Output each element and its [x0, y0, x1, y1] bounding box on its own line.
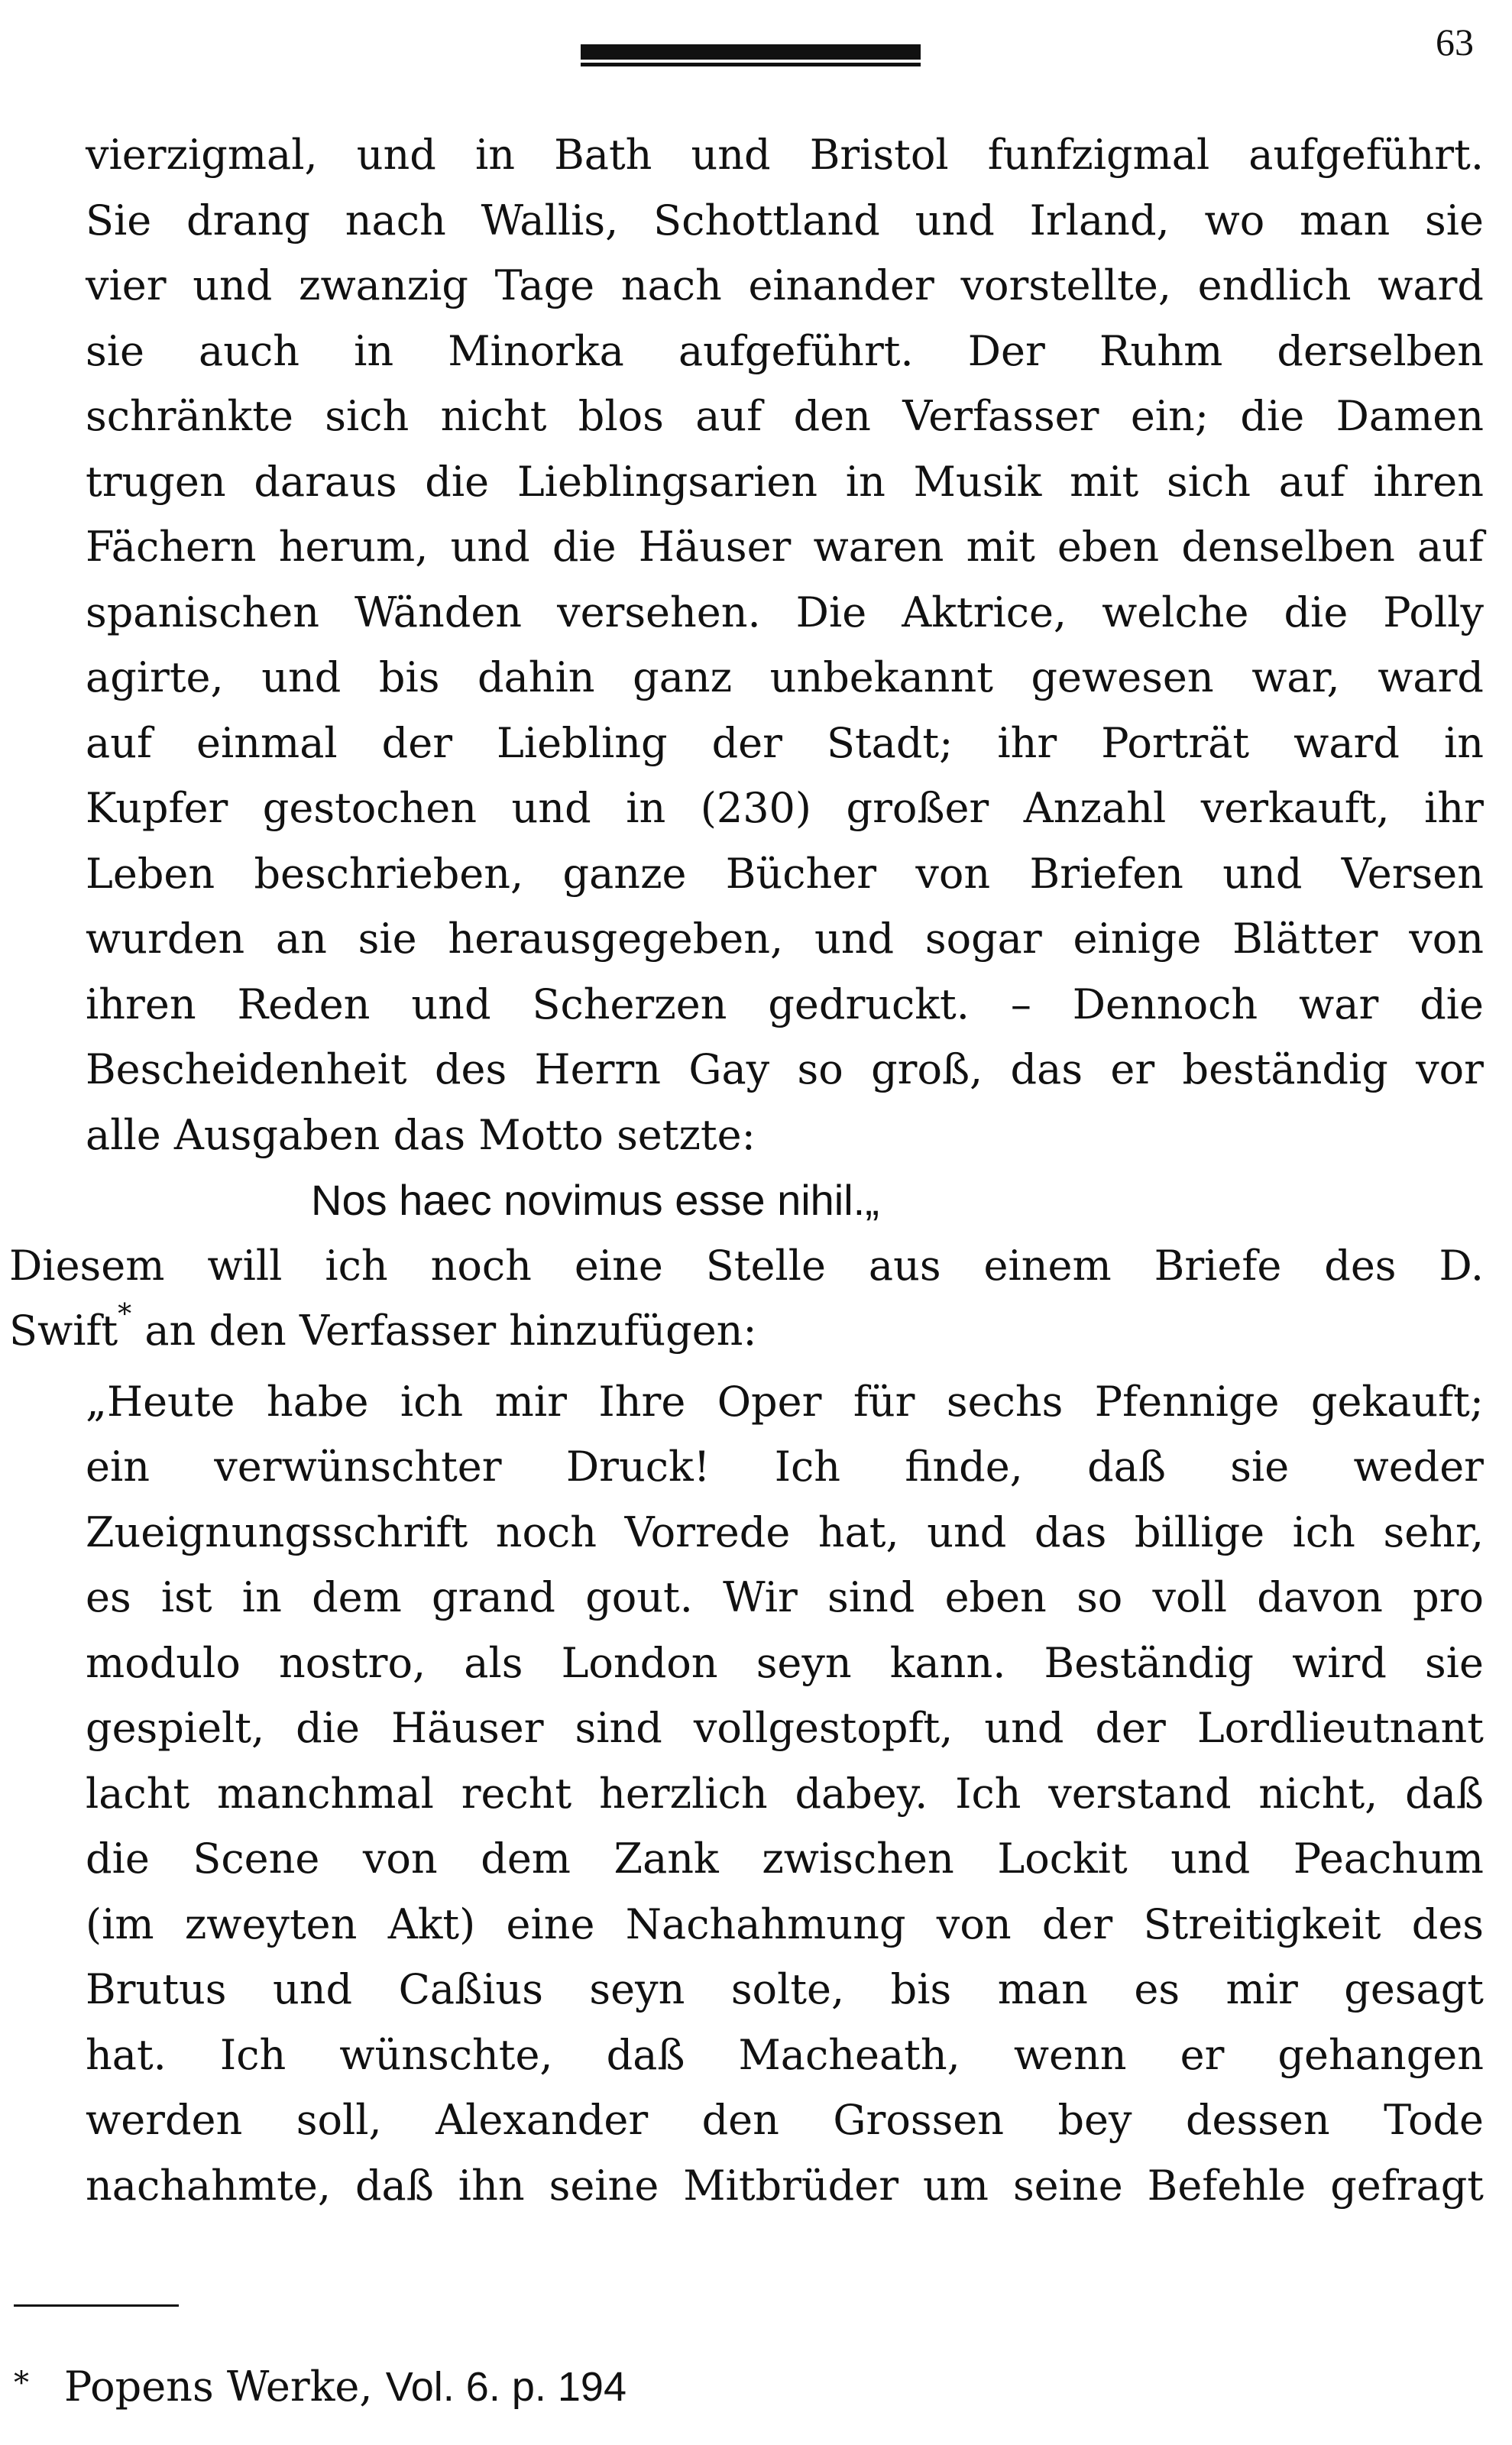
text-line: Fächern herum, und die Häuser waren mit eben denselben auf [86, 523, 1484, 571]
footnote-star: * [14, 2366, 29, 2401]
swift-line-rest: an den Verfasser hinzufügen: [144, 1307, 757, 1355]
text-line: alle Ausgaben das Motto setzte: [86, 1110, 756, 1159]
header-rule [581, 44, 921, 60]
footnote-marker: * [118, 1299, 132, 1330]
motto-line: Nos haec novimus esse nihil.„ [311, 1176, 879, 1224]
quote-line: „Heute habe ich mir Ihre Oper für sechs Pfennige gekauft; [86, 1377, 1484, 1426]
text-line: Kupfer gestochen und in (230) großer Anzahl verkauft, ihr [86, 784, 1484, 832]
text-line: auf einmal der Liebling der Stadt; ihr Porträt ward in [86, 718, 1484, 767]
text-line: sie auch in Minorka aufgeführt. Der Ruhm derselben [86, 326, 1484, 375]
footnote [14, 2362, 626, 2411]
quote-line: es ist in dem grand gout. Wir sind eben so voll davon pro [86, 1573, 1484, 1621]
text-line: vier und zwanzig Tage nach einander vorstellte, endlich ward [86, 261, 1484, 309]
quote-line: lacht manchmal recht herzlich dabey. Ich verstand nicht, daß [86, 1769, 1484, 1818]
text-line: wurden an sie herausgegeben, und sogar einige Blätter von [86, 915, 1484, 963]
text-line: spanischen Wänden versehen. Die Aktrice, welche die Polly [86, 588, 1484, 636]
quote-line: werden soll, Alexander den Grossen bey dessen Tode [86, 2096, 1484, 2144]
text-line-swift [9, 1298, 1484, 1369]
quote-line: gespielt, die Häuser sind vollgestopft, und der Lordlieutnant [86, 1704, 1484, 1752]
text-line: trugen daraus die Lieblingsarien in Musik mit sich auf ihren [86, 457, 1484, 506]
footnote-rule [14, 2304, 179, 2307]
quote-line: Brutus und Caßius seyn solte, bis man es mir gesagt [86, 1965, 1484, 2013]
body-text [9, 122, 1484, 2218]
swift-name: Swift [9, 1307, 118, 1355]
text-line: Diesem will ich noch eine Stelle aus einem Briefe des D. [9, 1241, 1484, 1290]
page-number: 63 [1436, 21, 1474, 63]
text-line: Sie drang nach Wallis, Schottland und Irland, wo man sie [86, 196, 1484, 244]
text-line: agirte, und bis dahin ganz unbekannt gewesen war, ward [86, 653, 1484, 701]
footnote-citation: Vol. 6. p. 194 [385, 2364, 626, 2410]
text-line: ihren Reden und Scherzen gedruckt. – Dennoch war die [86, 980, 1484, 1028]
quote-line: Zueignungsschrift noch Vorrede hat, und das billige ich sehr, [86, 1507, 1484, 1556]
text-line: vierzigmal, und in Bath und Bristol funfzigmal aufgeführt. [86, 131, 1484, 179]
quote-line: (im zweyten Akt) eine Nachahmung von der Streitigkeit des [86, 1899, 1484, 1948]
quote-line: modulo nostro, als London seyn kann. Beständig wird sie [86, 1638, 1484, 1687]
text-line: Leben beschrieben, ganze Bücher von Briefen und Versen [86, 849, 1484, 898]
text-line: Bescheidenheit des Herrn Gay so groß, das er beständig vor [86, 1045, 1484, 1093]
text-line: schränkte sich nicht blos auf den Verfasser ein; die Damen [86, 392, 1484, 440]
quote-line: hat. Ich wünschte, daß Macheath, wenn er gehangen [86, 2030, 1484, 2079]
quote-line: die Scene von dem Zank zwischen Lockit und Peachum [86, 1835, 1484, 1883]
footnote-source: Popens Werke, [64, 2362, 373, 2411]
quote-line: nachahmte, daß ihn seine Mitbrüder um seine Befehle gefragt [86, 2161, 1484, 2210]
quote-line: ein verwünschter Druck! Ich finde, daß sie weder [86, 1443, 1484, 1491]
